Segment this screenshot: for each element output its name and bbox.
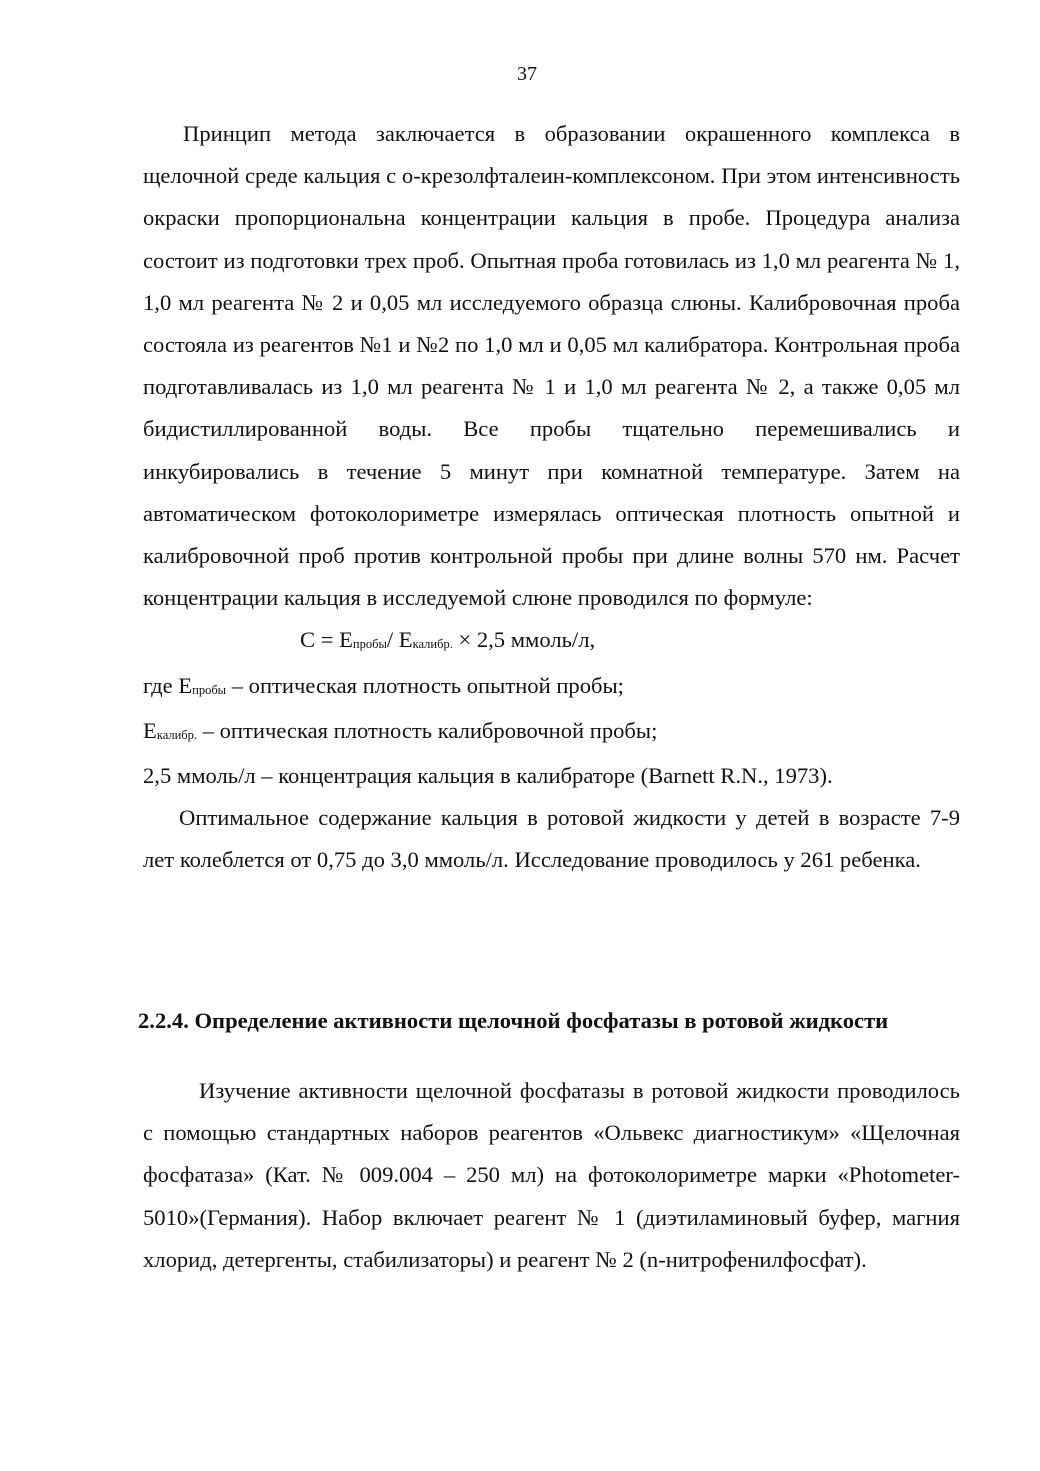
- page-number: 37: [517, 63, 537, 85]
- definition-e-sample: где $Е_{пробы}$ – оптическая плотность опытной пробы;: [143, 672, 624, 698]
- paragraph-optimal-calcium: Оптимальное содержание кальция в ротовой жидкости у детей в возрасте 7-9 лет колеблется от 0,75 до 3,0 ммоль/л. Исследование проводилось у 261 ребенка.: [143, 805, 960, 873]
- calcium-formula: $С = Е_{пробы}/$ $Е_{калибр.} \times 2,5$ ммоль/л,: [300, 627, 596, 653]
- method-principle-section: [143, 113, 960, 882]
- alkaline-phosphatase-section: [143, 1070, 960, 1281]
- paragraph-method-principle: Принцип метода заключается в образовании окрашенного комплекса в щелочной среде кальция с о-крезолфталеин-комплексоном. При этом интенсивность окраски пропорциональна концентрации кальция в пробе. Процедура анализа состоит из подготовки трех проб. Опытная проба готовилась из 1,0 мл реагента № 1, 1,0 мл реагента № 2 и 0,05 мл исследуемого образца слюны. Калибровочная проба состояла из реагентов №1 и №2 по 1,0 мл и 0,05 мл калибратора. Контрольная проба подготавливалась из 1,0 мл реагента № 1 и 1,0 мл реагента № 2, а также 0,05 мл бидистиллированной воды. Все пробы тщательно перемешивались и инкубировались в течение 5 минут при комнатной температуре. Затем на автоматическом фотоколориметре измерялась оптическая плотность опытной и калибровочной проб против контрольной пробы при длине волны 570 нм. Расчет концентрации кальция в исследуемой слюне проводился по формуле:: [143, 121, 960, 611]
- section-heading-2-2-4: [138, 1000, 968, 1042]
- section-heading: 2.2.4. Определение активности щелочной фосфатазы в ротовой жидкости: [138, 1008, 889, 1033]
- definition-e-calibrator: $Е_{калибр.}$ – оптическая плотность калибровочной пробы;: [143, 717, 658, 743]
- paragraph-alkaline-phosphatase: Изучение активности щелочной фосфатазы в ротовой жидкости проводилось с помощью стандартных наборов реагентов «Ольвекс диагностикум» «Щелочная фосфатаза» (Кат. № 009.004 – 250 мл) на фотоколориметре марки «Photometer-5010»(Германия). Набор включает реагент № 1 (диэтиламиновый буфер, магния хлорид, детергенты, стабилизаторы) и реагент № 2 (n-нитрофенилфосфат).: [143, 1078, 960, 1272]
- definition-calibrator-concentration: 2,5 ммоль/л – концентрация кальция в калибраторе (Barnett R.N., 1973).: [143, 763, 833, 789]
